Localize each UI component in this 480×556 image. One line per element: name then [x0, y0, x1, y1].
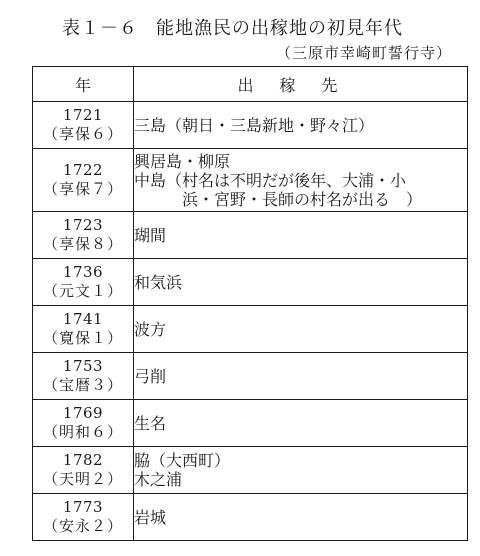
- table-row: [33, 102, 468, 149]
- year-value: 1782: [62, 451, 104, 469]
- table-source: （三原市幸崎町誓行寺）: [275, 44, 452, 62]
- open-paren: （: [166, 170, 183, 190]
- destination-line: 和気浜: [134, 272, 183, 292]
- header-year: 年: [33, 67, 134, 102]
- table-row: [33, 149, 468, 212]
- year-cell: [33, 353, 134, 400]
- destination-cell: [134, 494, 468, 541]
- destination-line: 生名: [134, 413, 167, 433]
- table-row: [33, 447, 468, 494]
- destination-line: 岩城: [134, 507, 167, 527]
- destination-line: 波方: [134, 319, 167, 339]
- destination-line: 弓削: [134, 366, 167, 386]
- destination-cell: [134, 306, 468, 353]
- header-destination: 出稼先: [134, 67, 468, 102]
- year-value: 1753: [62, 357, 104, 375]
- destination-cell: [134, 259, 468, 306]
- table-number: 表１－６: [62, 18, 138, 39]
- table-row: [33, 494, 468, 541]
- year-cell: [33, 149, 134, 212]
- destination-cell: [134, 102, 468, 149]
- year-value: 1723: [62, 216, 104, 234]
- year-value: 1721: [62, 106, 104, 124]
- destination-line: 興居島・柳原: [134, 151, 231, 171]
- year-cell: [33, 259, 134, 306]
- table-row: [33, 400, 468, 447]
- era-value: （寛保１）: [42, 329, 123, 347]
- destination-line: 脇（大西町）: [134, 451, 231, 470]
- year-cell: [33, 447, 134, 494]
- destination-cell: [134, 400, 468, 447]
- destination-line: 瑚間: [134, 225, 167, 245]
- year-value: 1741: [62, 310, 104, 328]
- destination-cell: [134, 447, 468, 494]
- destination-sub-label: 中島: [134, 170, 167, 190]
- table-title-text: 能地漁民の出稼地の初見年代: [156, 18, 403, 39]
- year-cell: [33, 102, 134, 149]
- era-value: （享保８）: [42, 235, 123, 253]
- destination-note-group: [134, 171, 467, 209]
- table-header-row: [33, 67, 468, 102]
- destination-line: 三島（朝日・三島新地・野々江）: [134, 115, 375, 135]
- era-value: （明和６）: [42, 423, 123, 441]
- year-cell: [33, 494, 134, 541]
- era-value: （享保６）: [42, 125, 123, 143]
- table-row: [33, 306, 468, 353]
- year-value: 1769: [62, 404, 104, 422]
- year-value: 1722: [62, 161, 104, 179]
- year-cell: [33, 306, 134, 353]
- destination-line: 木之浦: [134, 470, 183, 489]
- destination-note: [182, 171, 406, 209]
- era-value: （享保７）: [42, 180, 123, 198]
- year-cell: [33, 212, 134, 259]
- destination-cell: [134, 212, 468, 259]
- destination-cell: [134, 149, 468, 212]
- era-value: （元文１）: [42, 282, 123, 300]
- destination-cell: [134, 353, 468, 400]
- year-value: 1736: [62, 263, 104, 281]
- era-value: （天明２）: [42, 470, 123, 488]
- year-cell: [33, 400, 134, 447]
- table-row: [33, 259, 468, 306]
- era-value: （宝暦３）: [42, 376, 123, 394]
- data-table: [32, 66, 468, 541]
- close-paren: ）: [406, 189, 423, 209]
- table-row: [33, 353, 468, 400]
- table-row: [33, 212, 468, 259]
- note-line: 村名は不明だが後年、大浦・小: [182, 170, 407, 190]
- year-value: 1773: [62, 498, 104, 516]
- table-title: [62, 14, 403, 40]
- note-line: 浜・宮野・長師の村名が出る: [182, 189, 391, 209]
- era-value: （安永２）: [42, 517, 123, 535]
